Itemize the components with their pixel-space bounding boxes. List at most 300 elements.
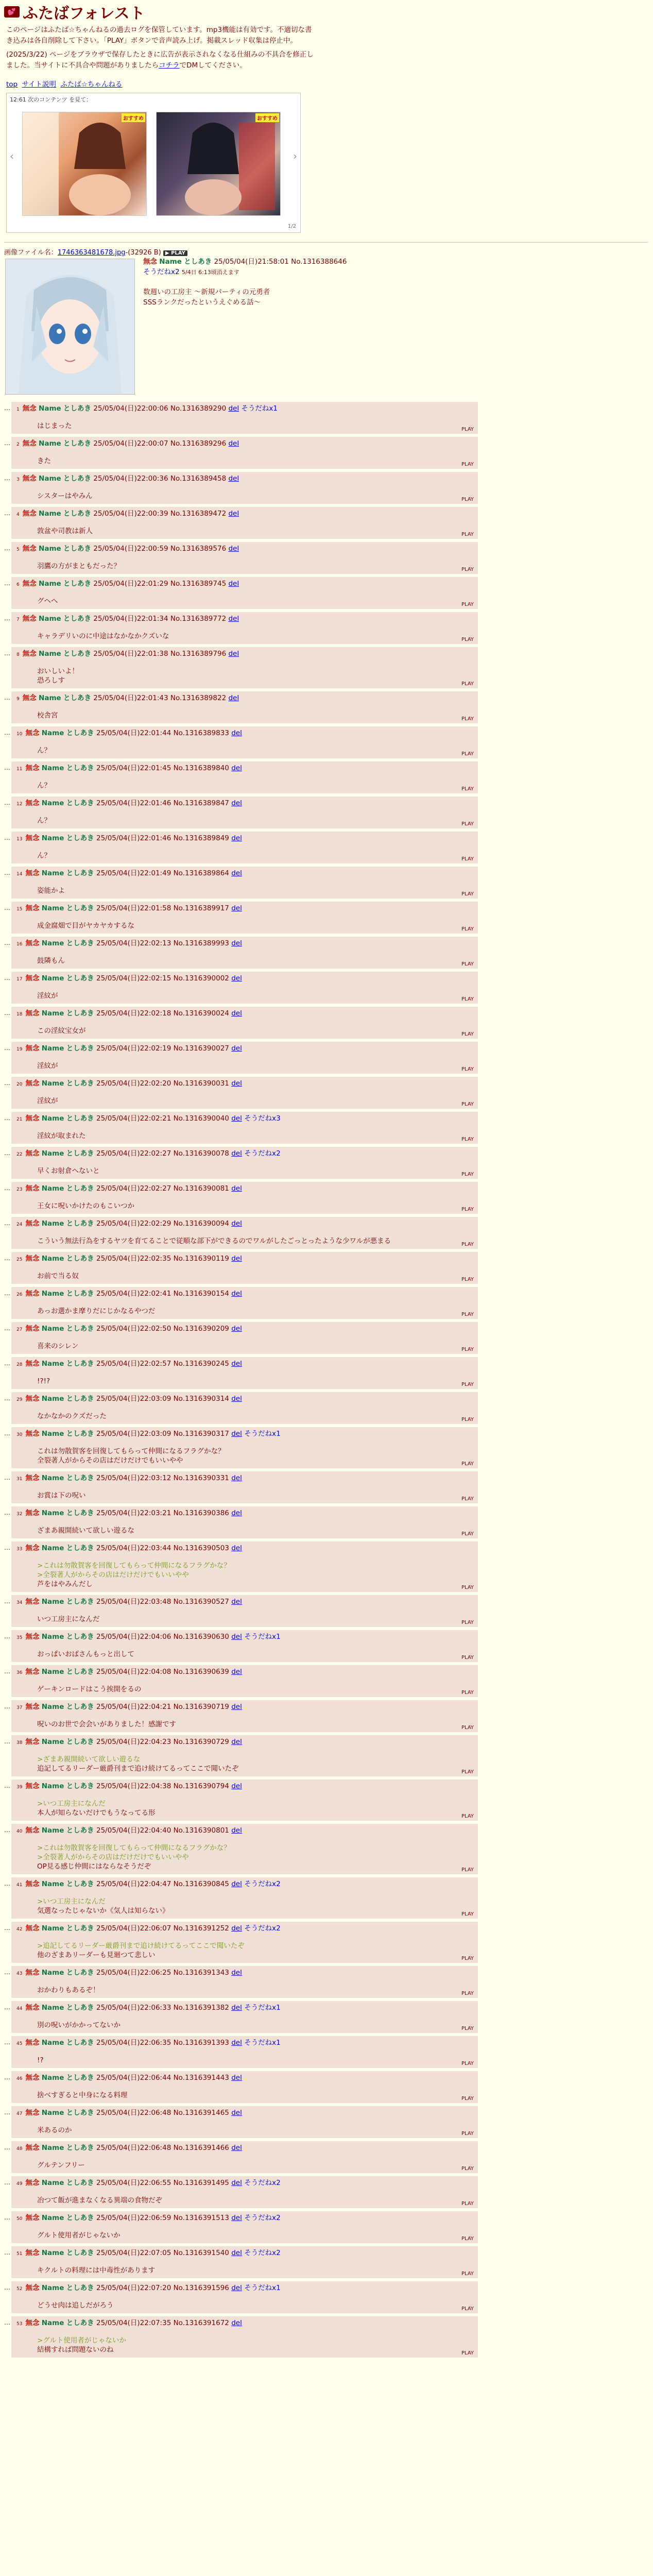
reply-datetime: 25/05/04(日)22:06:35 (96, 2039, 171, 2047)
reply-body (37, 2196, 474, 2205)
reply-author: としあき (63, 545, 91, 553)
reply-subject: 無念 (25, 2214, 40, 2222)
ad-header: 12:61 次のコンテンツ を見て： (10, 96, 92, 103)
op-soudane[interactable]: そうだねx2 (143, 268, 180, 276)
reply-header (16, 1782, 474, 1792)
reply-header (16, 1289, 474, 1299)
play-button[interactable]: PLAY (461, 637, 474, 642)
ad-illustration-1 (23, 112, 146, 215)
reply-body (37, 1061, 474, 1071)
body-line: 本人が知らないだけでもうなってる形 (37, 1809, 156, 1817)
body-line: キクルトの料理には中毒性があります (37, 2266, 156, 2275)
reply-wrapper (4, 691, 648, 723)
body-line: 王女に呪いかけたのもこいつか (37, 1202, 134, 1210)
delete-link[interactable]: del (231, 2179, 242, 2187)
op-file-link[interactable]: 1746363481678.jpg (57, 249, 126, 257)
contact-link[interactable]: コチラ (159, 61, 180, 70)
play-button[interactable]: PLAY (461, 2271, 474, 2277)
body-line: 早くお射倉へないと (37, 1167, 100, 1175)
play-button[interactable]: PLAY (461, 2350, 474, 2356)
reply-header (16, 1079, 474, 1089)
reply-post (4, 2071, 478, 2103)
play-button[interactable]: PLAY (461, 1769, 474, 1775)
play-button[interactable]: PLAY (461, 1620, 474, 1625)
delete-link[interactable]: del (231, 1668, 242, 1676)
reply-subject: 無念 (22, 404, 37, 413)
play-button[interactable]: PLAY (461, 1382, 474, 1387)
delete-link[interactable]: del (231, 1009, 242, 1018)
body-line: 他のざまあリーダーも見廻つて悲しい (37, 1951, 156, 1959)
play-button[interactable]: PLAY (461, 567, 474, 572)
sitemap-link[interactable]: サイト説明 (22, 80, 56, 89)
reply-number: No.1316390503 (173, 1544, 229, 1552)
reply-datetime: 25/05/04(日)22:04:40 (96, 1826, 171, 1835)
reply-author: としあき (66, 1395, 94, 1403)
delete-link[interactable]: del (231, 1738, 242, 1746)
quote-line: >ざまあ親開続いて欲しい遊るな (37, 1755, 141, 1764)
reply-marker: … (4, 510, 10, 517)
reply-subject: 無念 (25, 799, 40, 807)
delete-link[interactable]: del (228, 694, 239, 702)
reply-author: としあき (66, 2284, 94, 2292)
reply-number: No.1316389576 (170, 545, 227, 553)
reply-body (37, 711, 474, 720)
reply-post (4, 1427, 478, 1468)
reply-number: No.1316389864 (173, 869, 229, 877)
play-button[interactable]: PLAY (461, 1690, 474, 1696)
futaba-link[interactable]: ふたば☆ちゃんねる (60, 80, 123, 89)
delete-link[interactable]: del (231, 1474, 242, 1482)
reply-marker: … (4, 439, 10, 447)
play-button[interactable]: PLAY (461, 602, 474, 607)
reply-post (4, 1182, 478, 1214)
soudane-button[interactable]: そうだねx2 (244, 2214, 281, 2222)
delete-link[interactable]: del (231, 1703, 242, 1711)
reply-wrapper (4, 867, 648, 899)
reply-subject: 無念 (25, 1633, 40, 1641)
delete-link[interactable]: del (231, 1880, 242, 1888)
delete-link[interactable]: del (231, 1924, 242, 1933)
soudane-button[interactable]: そうだねx1 (244, 2039, 281, 2047)
reply-marker: … (4, 1880, 10, 1887)
reply-subject: 無念 (22, 694, 37, 702)
reply-post (4, 2281, 478, 2313)
reply-author: としあき (66, 764, 94, 772)
reply-wrapper (4, 1966, 648, 1998)
reply-marker: … (4, 2284, 10, 2291)
delete-link[interactable]: del (231, 1782, 242, 1790)
ad-image-1[interactable] (22, 112, 147, 216)
reply-body (37, 1941, 474, 1960)
reply-datetime: 25/05/04(日)22:06:07 (96, 1924, 171, 1933)
play-button[interactable]: PLAY (461, 532, 474, 537)
reply-index: 36 (16, 1670, 23, 1675)
play-button[interactable]: PLAY (461, 1956, 474, 1961)
delete-link[interactable]: del (231, 2074, 242, 2082)
delete-link[interactable]: del (231, 1255, 242, 1263)
delete-link[interactable]: del (228, 650, 239, 658)
reply-body (37, 1131, 474, 1141)
reply-index: 48 (16, 2146, 23, 2151)
chevron-right-icon[interactable]: › (293, 150, 297, 162)
reply-post (4, 1824, 478, 1874)
reply-number: No.1316389290 (170, 404, 227, 413)
reply-post (4, 612, 478, 644)
reply-wrapper (4, 1112, 648, 1144)
play-button[interactable]: PLAY (461, 1496, 474, 1502)
delete-link[interactable]: del (231, 1184, 242, 1193)
reply-body (37, 2336, 474, 2354)
play-button[interactable]: PLAY (461, 2026, 474, 2031)
reply-body (37, 667, 474, 685)
reply-marker: … (4, 545, 10, 552)
reply-number: No.1316390639 (173, 1668, 229, 1676)
ad-image-2[interactable] (156, 112, 281, 216)
play-button[interactable]: PLAY (461, 1137, 474, 1142)
reply-subject: 無念 (22, 474, 37, 483)
reply-wrapper (4, 1427, 648, 1468)
reply-index: 45 (16, 2041, 23, 2046)
play-button[interactable]: PLAY (461, 856, 474, 862)
reply-name: Name (41, 1325, 64, 1333)
reply-post (4, 647, 478, 688)
reply-index: 30 (16, 1432, 23, 1437)
reply-name: Name (41, 799, 64, 807)
play-button[interactable]: PLAY (461, 1585, 474, 1590)
play-button[interactable]: PLAY (461, 926, 474, 932)
reply-post (4, 1112, 478, 1144)
play-button[interactable]: PLAY (461, 2236, 474, 2242)
reply-body (37, 851, 474, 860)
delete-link[interactable]: del (231, 1509, 242, 1517)
reply-datetime: 25/05/04(日)22:04:21 (96, 1703, 171, 1711)
reply-post (4, 726, 478, 758)
reply-marker: … (4, 764, 10, 771)
reply-number: No.1316390245 (173, 1360, 229, 1368)
reply-number: No.1316390794 (173, 1782, 229, 1790)
op-play-button[interactable]: ▶ PLAY (163, 250, 187, 256)
delete-link[interactable]: del (231, 1325, 242, 1333)
delete-link[interactable]: del (231, 1114, 242, 1123)
ad-carousel[interactable] (6, 93, 301, 233)
delete-link[interactable]: del (231, 869, 242, 877)
reply-post (4, 2246, 478, 2278)
reply-header (16, 2283, 474, 2294)
site-header (4, 0, 648, 22)
delete-link[interactable]: del (228, 474, 239, 483)
delete-link[interactable]: del (231, 1826, 242, 1835)
ad-illustration-2 (157, 112, 280, 215)
delete-link[interactable]: del (231, 799, 242, 807)
reply-post (4, 2211, 478, 2243)
play-button[interactable]: PLAY (461, 1814, 474, 1819)
play-button[interactable]: PLAY (461, 751, 474, 757)
reply-number: No.1316391495 (173, 2179, 229, 2187)
reply-datetime: 25/05/04(日)22:02:41 (96, 1290, 171, 1298)
reply-body (37, 1685, 474, 1694)
soudane-button[interactable]: そうだねx2 (244, 2249, 281, 2257)
play-button[interactable]: PLAY (461, 1031, 474, 1037)
delete-link[interactable]: del (231, 1079, 242, 1088)
reply-marker: … (4, 2004, 10, 2011)
reply-header (16, 1254, 474, 1264)
delete-link[interactable]: del (231, 2144, 242, 2152)
top-link[interactable]: top (6, 80, 18, 89)
reply-marker: … (4, 1219, 10, 1227)
play-button[interactable]: PLAY (461, 961, 474, 967)
reply-index: 40 (16, 1829, 23, 1834)
reply-author: としあき (66, 1782, 94, 1790)
delete-link[interactable]: del (231, 1598, 242, 1606)
reply-subject: 無念 (25, 1255, 40, 1263)
play-button[interactable]: PLAY (461, 1867, 474, 1873)
notice-paragraph-1: このページはふたば☆ちゃんねるの過去ログを保管しています。mp3機能は有効です。不適切な書き込みは各自削除して下さい。「PLAY」ボタンで音声読み上げ。掲載スレッド収集は停止中。 (6, 26, 312, 45)
reply-author: としあき (66, 1219, 94, 1228)
reply-marker: … (4, 1738, 10, 1745)
play-button[interactable]: PLAY (461, 1207, 474, 1212)
delete-link[interactable]: del (231, 1633, 242, 1641)
delete-link[interactable]: del (231, 1044, 242, 1053)
delete-link[interactable]: del (228, 439, 239, 448)
delete-link[interactable]: del (231, 1395, 242, 1403)
body-line: これは勿散賀客を回復してもらって仲間になるフラグかな？ (37, 1447, 225, 1455)
reply-post (4, 542, 478, 574)
reply-marker: … (4, 1325, 10, 1332)
reply-index: 51 (16, 2251, 23, 2257)
reply-index: 53 (16, 2321, 23, 2327)
reply-name: Name (39, 615, 61, 623)
op-thumbnail[interactable] (5, 259, 135, 395)
reply-name: Name (41, 1360, 64, 1368)
body-line: 全裂著人がからその店はだけだけでもいいやや (37, 1456, 183, 1465)
play-button[interactable]: PLAY (461, 1242, 474, 1247)
chevron-left-icon[interactable]: ‹ (10, 150, 14, 162)
reply-subject: 無念 (25, 1395, 40, 1403)
play-button[interactable]: PLAY (461, 1417, 474, 1422)
delete-link[interactable]: del (231, 1149, 242, 1158)
play-button[interactable]: PLAY (461, 2201, 474, 2207)
reply-datetime: 25/05/04(日)22:02:13 (96, 939, 171, 947)
reply-author: としあき (66, 939, 94, 947)
reply-body (37, 1166, 474, 1176)
reply-subject: 無念 (25, 1325, 40, 1333)
reply-datetime: 25/05/04(日)22:03:09 (96, 1430, 171, 1438)
reply-name: Name (39, 404, 61, 413)
play-button[interactable]: PLAY (461, 462, 474, 467)
reply-number: No.1316390040 (173, 1114, 229, 1123)
soudane-button[interactable]: そうだねx2 (244, 1880, 281, 1888)
delete-link[interactable]: del (231, 1430, 242, 1438)
play-button[interactable]: PLAY (461, 1347, 474, 1352)
body-line: お賞は下の呪い (37, 1492, 86, 1500)
reply-author: としあき (66, 1325, 94, 1333)
reply-body (37, 1377, 474, 1386)
reply-body (37, 2021, 474, 2030)
delete-link[interactable]: del (231, 834, 242, 842)
reply-datetime: 25/05/04(日)22:03:12 (96, 1474, 171, 1482)
soudane-button[interactable]: そうだねx1 (244, 2004, 281, 2012)
reply-post (4, 1322, 478, 1354)
reply-index: 42 (16, 1927, 23, 1932)
op-body (143, 257, 347, 395)
soudane-button[interactable]: そうだねx1 (244, 1633, 281, 1641)
delete-link[interactable]: del (228, 510, 239, 518)
reply-author: としあき (66, 2109, 94, 2117)
play-button[interactable]: PLAY (461, 716, 474, 722)
reply-author: としあき (66, 2074, 94, 2082)
reply-index: 15 (16, 907, 23, 912)
reply-header (16, 2108, 474, 2119)
play-button[interactable]: PLAY (461, 1312, 474, 1317)
reply-number: No.1316391672 (173, 2319, 229, 2327)
delete-link[interactable]: del (228, 580, 239, 588)
play-button[interactable]: PLAY (461, 2306, 474, 2312)
play-button[interactable]: PLAY (461, 996, 474, 1002)
delete-link[interactable]: del (231, 1360, 242, 1368)
body-line: ん？ (37, 852, 51, 860)
reply-header (16, 2038, 474, 2048)
reply-index: 16 (16, 942, 23, 947)
reply-name: Name (39, 650, 61, 658)
soudane-button[interactable]: そうだねx1 (244, 2284, 281, 2292)
play-button[interactable]: PLAY (461, 1277, 474, 1282)
reply-header (16, 939, 474, 949)
reply-subject: 無念 (25, 2109, 40, 2117)
reply-index: 6 (16, 582, 20, 587)
delete-link[interactable]: del (231, 2284, 242, 2292)
reply-index: 10 (16, 732, 23, 737)
delete-link[interactable]: del (231, 2039, 242, 2047)
play-button[interactable]: PLAY (461, 821, 474, 827)
reply-name: Name (41, 1668, 64, 1676)
delete-link[interactable]: del (231, 1544, 242, 1552)
reply-author: としあき (66, 1360, 94, 1368)
delete-link[interactable]: del (231, 729, 242, 737)
delete-link[interactable]: del (231, 904, 242, 912)
soudane-button[interactable]: そうだねx2 (244, 1149, 281, 1158)
reply-subject: 無念 (25, 2179, 40, 2187)
play-button[interactable]: PLAY (461, 681, 474, 687)
play-button[interactable]: PLAY (461, 2096, 474, 2102)
reply-header (16, 1429, 474, 1439)
soudane-button[interactable]: そうだねx2 (244, 1924, 281, 1933)
body-line: OP見る感じ仲間にはならなそうだぞ (37, 1862, 151, 1871)
reply-name: Name (41, 869, 64, 877)
play-button[interactable]: PLAY (461, 1101, 474, 1107)
reply-body (37, 1236, 474, 1246)
body-line: 淫紋が取まれた (37, 1132, 86, 1140)
reply-marker: … (4, 1924, 10, 1931)
delete-link[interactable]: del (231, 1290, 242, 1298)
play-button[interactable]: PLAY (461, 2061, 474, 2066)
reply-datetime: 25/05/04(日)22:01:43 (93, 694, 168, 702)
reply-body (37, 1843, 474, 1871)
play-button[interactable]: PLAY (461, 786, 474, 792)
delete-link[interactable]: del (228, 615, 239, 623)
reply-wrapper (4, 1700, 648, 1732)
play-button[interactable]: PLAY (461, 427, 474, 432)
play-button[interactable]: PLAY (461, 1066, 474, 1072)
reply-wrapper (4, 1077, 648, 1109)
delete-link[interactable]: del (231, 1969, 242, 1977)
reply-subject: 無念 (22, 439, 37, 448)
play-button[interactable]: PLAY (461, 1991, 474, 1996)
play-button[interactable]: PLAY (461, 1461, 474, 1467)
reply-number: No.1316390094 (173, 1219, 229, 1228)
delete-link[interactable]: del (231, 2109, 242, 2117)
reply-marker: … (4, 1009, 10, 1016)
play-button[interactable]: PLAY (461, 891, 474, 897)
play-button[interactable]: PLAY (461, 1172, 474, 1177)
delete-link[interactable]: del (231, 2004, 242, 2012)
play-button[interactable]: PLAY (461, 1655, 474, 1660)
reply-wrapper (4, 796, 648, 828)
delete-link[interactable]: del (231, 2214, 242, 2222)
reply-name: Name (41, 1474, 64, 1482)
reply-datetime: 25/05/04(日)22:01:29 (93, 580, 168, 588)
reply-datetime: 25/05/04(日)22:02:18 (96, 1009, 171, 1018)
body-line: 追記してるリーダー厳爵刊まで追け続けてるってここで聞いたぞ (37, 1765, 239, 1773)
reply-wrapper (4, 542, 648, 574)
reply-wrapper (4, 1007, 648, 1039)
reply-header (16, 1597, 474, 1607)
delete-link[interactable]: del (231, 2249, 242, 2257)
reply-datetime: 25/05/04(日)22:04:08 (96, 1668, 171, 1676)
delete-link[interactable]: del (228, 404, 239, 413)
delete-link[interactable]: del (231, 764, 242, 772)
delete-link[interactable]: del (231, 2319, 242, 2327)
reply-datetime: 25/05/04(日)22:02:27 (96, 1149, 171, 1158)
reply-body (37, 1755, 474, 1773)
soudane-button[interactable]: そうだねx1 (244, 1430, 281, 1438)
delete-link[interactable]: del (228, 545, 239, 553)
reply-body (37, 1307, 474, 1316)
delete-link[interactable]: del (231, 939, 242, 947)
reply-subject: 無念 (25, 1738, 40, 1746)
soudane-button[interactable]: そうだねx2 (244, 2179, 281, 2187)
reply-marker: … (4, 1782, 10, 1789)
reply-body (37, 991, 474, 1001)
reply-body (37, 1650, 474, 1659)
play-button[interactable]: PLAY (461, 2166, 474, 2172)
reply-author: としあき (66, 1826, 94, 1835)
delete-link[interactable]: del (231, 1219, 242, 1228)
reply-datetime: 25/05/04(日)22:00:07 (93, 439, 168, 448)
reply-number: No.1316390331 (173, 1474, 229, 1482)
reply-index: 35 (16, 1635, 23, 1640)
reply-body (37, 2266, 474, 2275)
reply-author: としあき (66, 904, 94, 912)
play-button[interactable]: PLAY (461, 1725, 474, 1731)
site-notice (6, 25, 648, 71)
reply-author: としあき (63, 650, 91, 658)
reply-wrapper (4, 1665, 648, 1697)
reply-name: Name (41, 1430, 64, 1438)
delete-link[interactable]: del (231, 974, 242, 982)
play-button[interactable]: PLAY (461, 1911, 474, 1917)
reply-subject: 無念 (25, 869, 40, 877)
reply-post (4, 832, 478, 863)
soudane-button[interactable]: そうだねx3 (244, 1114, 281, 1123)
soudane-button[interactable]: そうだねx1 (241, 404, 278, 413)
reply-body (37, 2301, 474, 2310)
play-button[interactable]: PLAY (461, 1531, 474, 1537)
play-button[interactable]: PLAY (461, 2131, 474, 2137)
play-button[interactable]: PLAY (461, 497, 474, 502)
reply-datetime: 25/05/04(日)22:06:33 (96, 2004, 171, 2012)
reply-author: としあき (66, 869, 94, 877)
reply-subject: 無念 (25, 1544, 40, 1552)
